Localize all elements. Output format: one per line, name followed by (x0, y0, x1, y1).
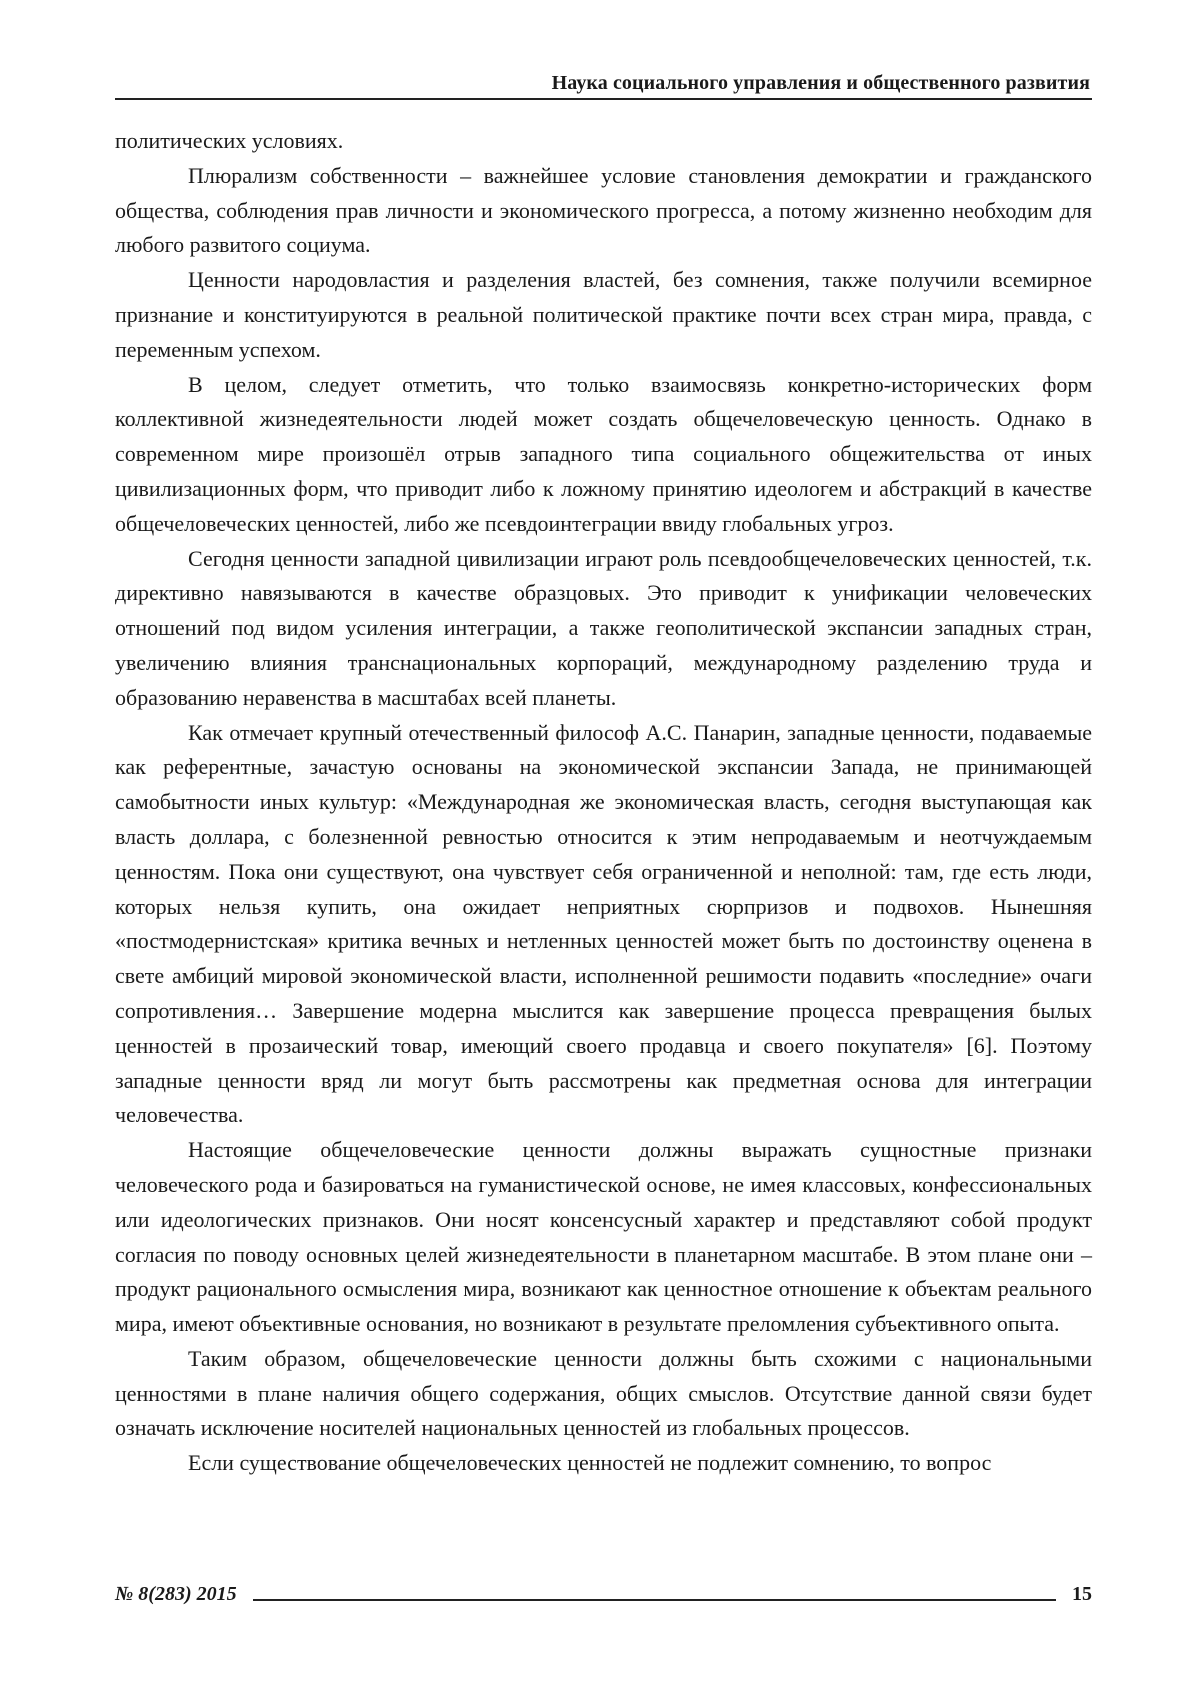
paragraph: Как отмечает крупный отечественный философ А.С. Панарин, западные ценности, подаваемые как референтные, зачастую основаны на экономической экспансии Запада, не принимающей самобытности иных культур: «Международная же экономическая власть, сегодня выступающая как власть доллара, с болезненной ревностью относится к этим непродаваемым и неотчуждаемым ценностям. Пока они существуют, она чувствует себя ограниченной и неполной: там, где есть люди, которых нельзя купить, она ожидает неприятных сюрпризов и подвохов. Нынешняя «постмодернистская» критика вечных и нетленных ценностей может быть по достоинству оценена в свете амбиций мировой экономической власти, исполненной решимости подавить «последние» очаги сопротивления… Завершение модерна мыслится как завершение процесса превращения былых ценностей в прозаический товар, имеющий своего продавца и своего покупателя» [6]. Поэтому западные ценности вряд ли могут быть рассмотрены как предметная основа для интеграции человечества. (115, 716, 1092, 1134)
paragraph: Ценности народовластия и разделения властей, без сомнения, также получили всемирное признание и конституируются в реальной политической практике почти всех стран мира, правда, с переменным успехом. (115, 263, 1092, 367)
article-body (115, 124, 1092, 1481)
paragraph: политических условиях. (115, 124, 1092, 159)
issue-number: № 8(283) 2015 (115, 1582, 237, 1606)
paragraph: Таким образом, общечеловеческие ценности должны быть схожими с национальными ценностями в плане наличия общего содержания, общих смыслов. Отсутствие данной связи будет означать исключение носителей национальных ценностей из глобальных процессов. (115, 1342, 1092, 1446)
page-number: 15 (1072, 1582, 1092, 1606)
footer-divider (253, 1599, 1056, 1601)
paragraph: Плюрализм собственности – важнейшее условие становления демократии и гражданского общества, соблюдения прав личности и экономического прогресса, а потому жизненно необходим для любого развитого социума. (115, 159, 1092, 263)
paragraph: Сегодня ценности западной цивилизации играют роль псевдообщечеловеческих ценностей, т.к. директивно навязываются в качестве образцовых. Это приводит к унификации человеческих отношений под видом усиления интеграции, а также геополитической экспансии западных стран, увеличению влияния транснациональных корпораций, международному разделению труда и образованию неравенства в масштабах всей планеты. (115, 542, 1092, 716)
paragraph: В целом, следует отметить, что только взаимосвязь конкретно-исторических форм коллективной жизнедеятельности людей может создать общечеловеческую ценность. Однако в современном мире произошёл отрыв западного типа социального общежительства от иных цивилизационных форм, что приводит либо к ложному принятию идеологем и абстракций в качестве общечеловеческих ценностей, либо же псевдоинтеграции ввиду глобальных угроз. (115, 368, 1092, 542)
paragraph-continued: Если существование общечеловеческих ценностей не подлежит сомнению, то вопрос (115, 1446, 1092, 1481)
running-footer (115, 1576, 1092, 1606)
journal-title: Наука социального управления и общественного развития (552, 72, 1092, 94)
paragraph: Настоящие общечеловеческие ценности должны выражать сущностные признаки человеческого рода и базироваться на гуманистической основе, не имея классовых, конфессиональных или идеологических признаков. Они носят консенсусный характер и представляют собой продукт согласия по поводу основных целей жизнедеятельности в планетарном масштабе. В этом плане они – продукт рационального осмысления мира, возникают как ценностное отношение к объектам реального мира, имеют объективные основания, но возникают в результате преломления субъективного опыта. (115, 1133, 1092, 1342)
running-header (115, 72, 1092, 100)
